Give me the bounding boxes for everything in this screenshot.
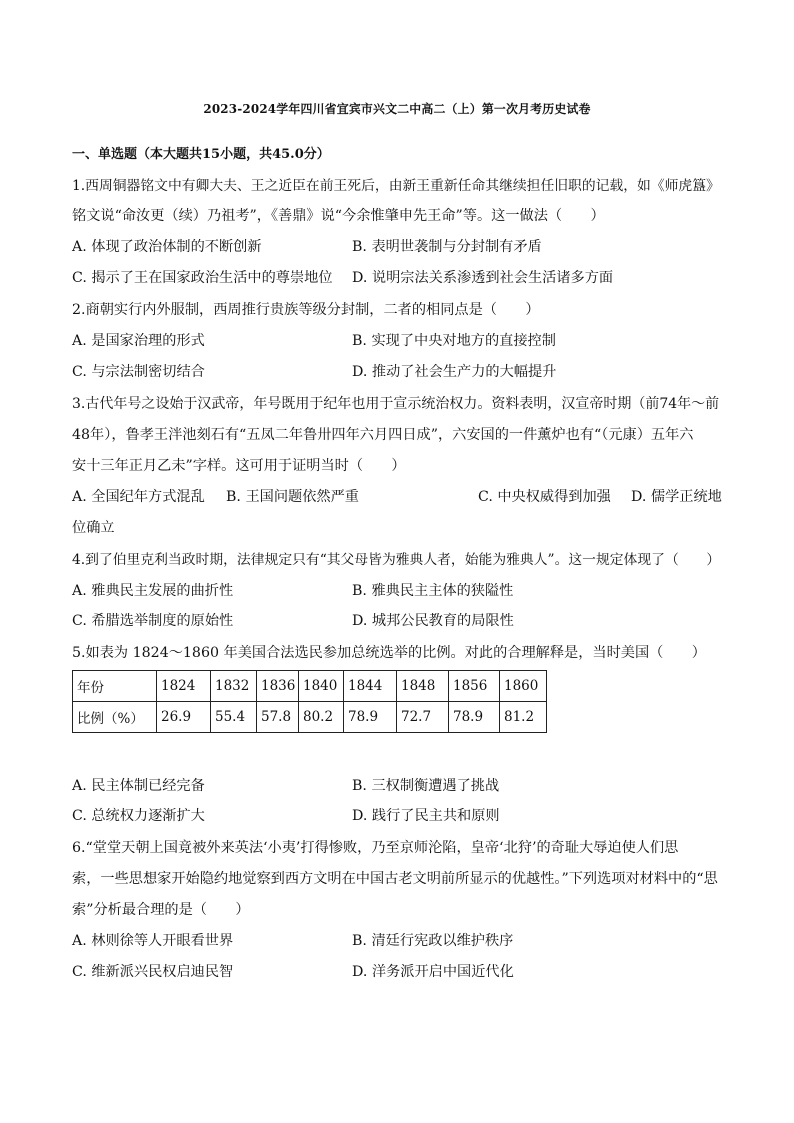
question-6-stem-line-3: 索”分析最合理的是（ ） [72,902,250,918]
question-3-option-d: D. 儒学正统地 [631,489,722,505]
table-cell: 26.9 [157,702,211,733]
question-3-stem-line-1: 3.古代年号之设始于汉武帝，年号既用于纪年也用于宣示统治权力。资料表明，汉宣帝时期（前74年～前 [72,396,720,412]
question-3-option-a: A. 全国纪年方式混乱 [72,489,205,505]
table-cell: 80.2 [299,702,344,733]
question-4-stem: 4.到了伯里克利当政时期，法律规定只有“其父母皆为雅典人者，始能为雅典人”。这一规定体现了（ ） [72,552,721,568]
table-cell: 年份 [73,671,157,702]
exam-title: 2023-2024学年四川省宜宾市兴文二中高二（上）第一次月考历史试卷 [203,102,591,116]
question-4-option-d: D. 城邦公民教育的局限性 [352,613,514,629]
question-5-option-a: A. 民主体制已经完备 [72,778,205,794]
question-5-option-b: B. 三权制衡遭遇了挑战 [352,778,500,794]
question-1-option-d: D. 说明宗法关系渗透到社会生活诸多方面 [352,270,614,286]
question-1-option-b: B. 表明世袭制与分封制有矛盾 [352,239,542,255]
question-6-stem-line-1: 6.“堂堂天朝上国竟被外来英法‘小夷’打得惨败，乃至京师沦陷，皇帝‘北狩’的奇耻大辱迫使人们思 [72,840,679,856]
question-1-option-c: C. 揭示了王在国家政治生活中的尊崇地位 [72,270,333,286]
question-4-option-c: C. 希腊选举制度的原始性 [72,613,234,629]
table-cell: 1860 [500,671,547,702]
question-3-stem-line-2: 48年），鲁孝王泮池刻石有“五凤二年鲁卅四年六月四日成”，六安国的一件薰炉也有“（元康）五年六 [72,427,694,443]
table-cell: 1848 [397,671,449,702]
table-cell: 比例（%） [73,702,157,733]
question-2-stem: 2.商朝实行内外服制，西周推行贵族等级分封制，二者的相同点是（ ） [72,302,540,318]
table-cell: 1840 [299,671,344,702]
question-4-option-a: A. 雅典民主发展的曲折性 [72,583,234,599]
question-6-option-d: D. 洋务派开启中国近代化 [352,964,514,980]
question-6-option-b: B. 清廷行宪政以维护秩序 [352,933,514,949]
question-1-option-a: A. 体现了政治体制的不断创新 [72,239,262,255]
question-3-stem-line-3: 安十三年正月乙未”字样。这可用于证明当时（ ） [72,458,406,474]
table-cell: 55.4 [211,702,257,733]
question-3-option-c: C. 中央权威得到加强 [478,489,611,505]
table-cell: 1832 [211,671,257,702]
voter-turnout-table [72,670,547,733]
question-3-option-d-continued: 位确立 [72,520,115,536]
table-row [73,702,547,733]
question-2-option-a: A. 是国家治理的形式 [72,333,205,349]
question-2-option-b: B. 实现了中央对地方的直接控制 [352,333,556,349]
question-5-stem: 5.如表为 1824～1860 年美国合法选民参加总统选举的比例。对此的合理解释是，当时美国（ ） [72,645,706,661]
question-text-line: 1.西周铜器铭文中有卿大夫、王之近臣在前王死后，由新王重新任命其继续担任旧职的记载，如《师虎簋》 [72,178,720,194]
table-cell: 81.2 [500,702,547,733]
table-cell: 1824 [157,671,211,702]
table-cell: 1836 [257,671,299,702]
table-cell: 72.7 [397,702,449,733]
table-cell: 78.9 [449,702,500,733]
question-text-line: 铭文说“命汝更（续）乃祖考”，《善鼎》说“今余惟肇申先王命”等。这一做法（ ） [72,208,605,224]
question-3-option-b: B. 王国问题依然严重 [226,489,359,505]
question-4-option-b: B. 雅典民主主体的狭隘性 [352,583,514,599]
table-cell: 57.8 [257,702,299,733]
table-cell: 1856 [449,671,500,702]
question-2-option-d: D. 推动了社会生产力的大幅提升 [352,364,557,380]
question-5-option-d: D. 践行了民主共和原则 [352,808,500,824]
question-6-option-c: C. 维新派兴民权启迪民智 [72,964,234,980]
question-6-stem-line-2: 索，一些思想家开始隐约地觉察到西方文明在中国古老文明前所显示的优越性。”下列选项对材料中的“思 [72,871,718,887]
table-row [73,671,547,702]
section-heading: 一、单选题（本大题共15小题，共45.0分） [72,147,330,162]
question-2-option-c: C. 与宗法制密切结合 [72,364,205,380]
table-cell: 1844 [344,671,397,702]
table-cell: 78.9 [344,702,397,733]
question-5-option-c: C. 总统权力逐渐扩大 [72,808,205,824]
question-6-option-a: A. 林则徐等人开眼看世界 [72,933,234,949]
